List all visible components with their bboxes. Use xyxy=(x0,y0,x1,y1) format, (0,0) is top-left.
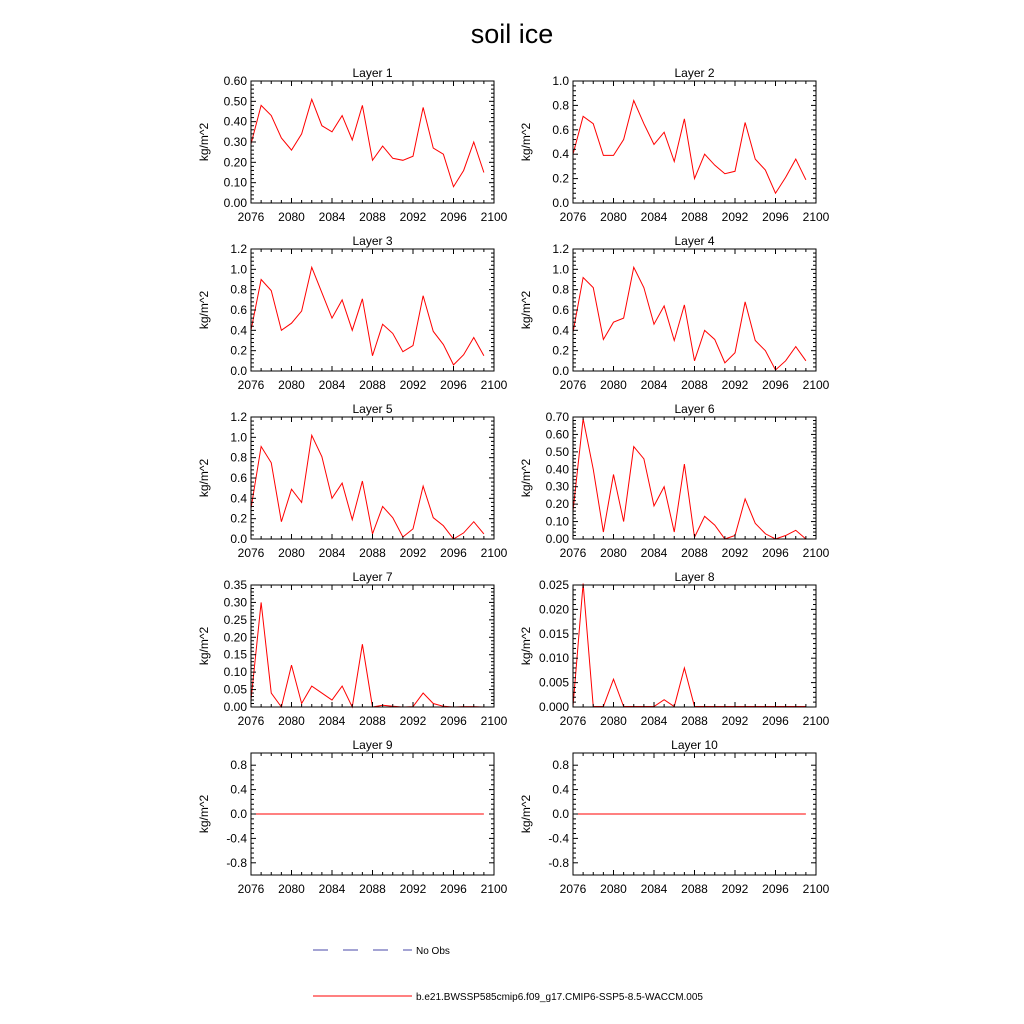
y-tick-label: 0.00 xyxy=(223,700,247,714)
y-tick-label: 0.30 xyxy=(545,479,569,494)
y-tick-label: 1.0 xyxy=(230,262,247,277)
y-axis-label: kg/m^2 xyxy=(197,794,211,834)
x-tick-label: 2076 xyxy=(237,546,265,560)
y-tick-label: -0.8 xyxy=(226,855,247,870)
panel-title: Layer 8 xyxy=(674,570,715,584)
y-tick-label: 0.0 xyxy=(552,364,569,378)
y-tick-label: 0.0 xyxy=(230,364,247,378)
plot-frame xyxy=(573,249,816,371)
y-tick-label: 0.30 xyxy=(223,135,247,149)
x-tick-label: 2092 xyxy=(721,210,749,224)
y-axis-label: kg/m^2 xyxy=(519,458,533,498)
x-tick-label: 2092 xyxy=(721,714,749,728)
x-tick-label: 2084 xyxy=(318,546,346,560)
y-tick-label: 0.15 xyxy=(223,647,247,662)
y-tick-label: 1.0 xyxy=(230,430,247,445)
y-tick-label: 0.4 xyxy=(552,147,569,162)
x-tick-label: 2100 xyxy=(480,882,508,896)
x-tick-label: 2100 xyxy=(802,714,830,728)
panel-title: Layer 1 xyxy=(352,66,393,80)
y-tick-label: 0.05 xyxy=(223,682,247,697)
y-tick-label: 0.10 xyxy=(223,665,247,680)
x-tick-label: 2096 xyxy=(762,546,789,560)
x-tick-label: 2092 xyxy=(399,378,427,392)
y-tick-label: 0.8 xyxy=(552,758,569,773)
series-line xyxy=(573,584,806,707)
y-tick-label: 0.00 xyxy=(545,532,569,546)
y-tick-label: 0.4 xyxy=(230,782,247,797)
y-axis-label: kg/m^2 xyxy=(197,122,211,162)
x-tick-label: 2096 xyxy=(762,882,789,896)
x-tick-label: 2088 xyxy=(681,714,708,728)
panel-title: Layer 4 xyxy=(674,234,715,248)
series-line xyxy=(573,101,806,194)
x-tick-label: 2080 xyxy=(278,378,305,392)
y-tick-label: 0.6 xyxy=(230,471,247,485)
y-tick-label: 0.2 xyxy=(230,343,247,358)
y-tick-label: -0.4 xyxy=(226,831,247,846)
x-tick-label: 2092 xyxy=(399,210,427,224)
x-tick-label: 2080 xyxy=(600,882,627,896)
x-tick-label: 2096 xyxy=(440,714,467,728)
y-tick-label: 0.0 xyxy=(230,532,247,546)
x-tick-label: 2096 xyxy=(440,882,467,896)
x-tick-label: 2084 xyxy=(318,882,346,896)
panel-6 xyxy=(519,402,830,560)
panel-4 xyxy=(519,234,830,392)
panel-grid xyxy=(197,66,830,896)
y-tick-label: 0.25 xyxy=(223,612,247,627)
y-tick-label: 0.70 xyxy=(545,410,569,424)
x-tick-label: 2100 xyxy=(802,882,830,896)
y-tick-label: 1.0 xyxy=(552,74,569,88)
y-tick-label: 0.6 xyxy=(552,303,569,317)
y-tick-label: 0.2 xyxy=(552,171,569,186)
panel-title: Layer 2 xyxy=(674,66,715,80)
x-tick-label: 2076 xyxy=(559,210,587,224)
y-tick-label: 0.005 xyxy=(538,675,569,690)
x-tick-label: 2096 xyxy=(440,210,467,224)
y-tick-label: 0.2 xyxy=(552,343,569,358)
y-tick-label: 0.8 xyxy=(230,758,247,773)
legend xyxy=(313,946,703,1003)
y-tick-label: 0.8 xyxy=(552,282,569,297)
y-tick-label: 0.6 xyxy=(552,122,569,137)
x-tick-label: 2076 xyxy=(559,378,587,392)
x-tick-label: 2080 xyxy=(600,210,627,224)
x-tick-label: 2076 xyxy=(237,378,265,392)
x-tick-label: 2084 xyxy=(318,714,346,728)
x-tick-label: 2092 xyxy=(721,378,749,392)
x-tick-label: 2076 xyxy=(559,882,587,896)
y-tick-label: 0.40 xyxy=(545,462,569,477)
y-tick-label: 0.35 xyxy=(223,578,247,592)
panel-5 xyxy=(197,402,508,560)
x-tick-label: 2100 xyxy=(480,714,508,728)
x-tick-label: 2076 xyxy=(559,714,587,728)
x-tick-label: 2100 xyxy=(480,378,508,392)
y-tick-label: 0.4 xyxy=(230,491,247,506)
panel-1 xyxy=(197,66,508,224)
x-tick-label: 2100 xyxy=(480,546,508,560)
y-tick-label: 0.0 xyxy=(552,196,569,210)
x-tick-label: 2092 xyxy=(721,546,749,560)
x-tick-label: 2084 xyxy=(640,378,668,392)
y-tick-label: 0.000 xyxy=(538,700,569,714)
y-tick-label: 0.025 xyxy=(538,578,569,592)
x-tick-label: 2076 xyxy=(237,714,265,728)
x-tick-label: 2100 xyxy=(802,378,830,392)
y-tick-label: 0.60 xyxy=(545,427,569,442)
x-tick-label: 2084 xyxy=(318,378,346,392)
panel-7 xyxy=(197,570,508,728)
plot-frame xyxy=(573,81,816,203)
x-tick-label: 2092 xyxy=(399,714,427,728)
x-tick-label: 2088 xyxy=(359,882,386,896)
x-tick-label: 2092 xyxy=(399,882,427,896)
plot-frame xyxy=(251,81,494,203)
x-tick-label: 2088 xyxy=(681,546,708,560)
series-line xyxy=(251,435,484,539)
y-axis-label: kg/m^2 xyxy=(519,290,533,330)
y-tick-label: 0.4 xyxy=(552,782,569,797)
y-tick-label: 0.20 xyxy=(223,155,247,170)
x-tick-label: 2096 xyxy=(762,714,789,728)
panel-2 xyxy=(519,66,830,224)
y-tick-label: 1.2 xyxy=(230,242,247,256)
x-tick-label: 2080 xyxy=(278,714,305,728)
x-tick-label: 2096 xyxy=(440,546,467,560)
x-tick-label: 2084 xyxy=(640,546,668,560)
x-tick-label: 2096 xyxy=(762,378,789,392)
series-line xyxy=(251,267,484,365)
y-tick-label: 0.0 xyxy=(230,807,247,821)
x-tick-label: 2096 xyxy=(440,378,467,392)
plot-frame xyxy=(573,417,816,539)
x-tick-label: 2080 xyxy=(278,882,305,896)
x-tick-label: 2084 xyxy=(318,210,346,224)
y-tick-label: 0.10 xyxy=(223,175,247,190)
figure-title: soil ice xyxy=(470,19,554,49)
x-tick-label: 2088 xyxy=(681,378,708,392)
y-tick-label: 0.020 xyxy=(538,602,569,617)
x-tick-label: 2076 xyxy=(237,882,265,896)
panel-10 xyxy=(519,738,830,896)
x-tick-label: 2096 xyxy=(762,210,789,224)
y-tick-label: 0.8 xyxy=(552,98,569,113)
x-tick-label: 2088 xyxy=(359,210,386,224)
series-line xyxy=(573,419,806,539)
x-tick-label: 2088 xyxy=(359,714,386,728)
y-axis-label: kg/m^2 xyxy=(197,290,211,330)
y-tick-label: 0.4 xyxy=(230,323,247,338)
y-tick-label: 0.2 xyxy=(230,511,247,526)
x-tick-label: 2100 xyxy=(802,546,830,560)
y-tick-label: 0.60 xyxy=(223,74,247,88)
legend-label: b.e21.BWSSP585cmip6.f09_g17.CMIP6-SSP5-8.5-WACCM.005 xyxy=(416,992,703,1003)
y-tick-label: -0.4 xyxy=(548,831,569,846)
x-tick-label: 2080 xyxy=(600,546,627,560)
y-tick-label: 1.2 xyxy=(230,410,247,424)
plot-frame xyxy=(251,585,494,707)
plot-frame xyxy=(251,417,494,539)
x-tick-label: 2088 xyxy=(681,882,708,896)
y-tick-label: 1.0 xyxy=(552,262,569,277)
plot-frame xyxy=(251,249,494,371)
panel-title: Layer 9 xyxy=(352,738,393,752)
y-tick-label: 0.20 xyxy=(223,630,247,645)
x-tick-label: 2092 xyxy=(399,546,427,560)
y-tick-label: 1.2 xyxy=(552,242,569,256)
series-line xyxy=(251,99,484,186)
y-tick-label: 0.015 xyxy=(538,626,569,641)
y-tick-label: 0.50 xyxy=(545,444,569,459)
x-tick-label: 2080 xyxy=(278,210,305,224)
y-tick-label: 0.30 xyxy=(223,595,247,610)
x-tick-label: 2092 xyxy=(721,882,749,896)
y-axis-label: kg/m^2 xyxy=(519,626,533,666)
x-tick-label: 2076 xyxy=(559,546,587,560)
y-tick-label: 0.10 xyxy=(545,514,569,529)
series-line xyxy=(573,267,806,370)
x-tick-label: 2088 xyxy=(359,378,386,392)
x-tick-label: 2084 xyxy=(640,210,668,224)
y-axis-label: kg/m^2 xyxy=(197,626,211,666)
panel-title: Layer 7 xyxy=(352,570,393,584)
y-tick-label: 0.4 xyxy=(552,323,569,338)
y-tick-label: 0.50 xyxy=(223,94,247,109)
x-tick-label: 2080 xyxy=(600,378,627,392)
panel-title: Layer 6 xyxy=(674,402,715,416)
x-tick-label: 2080 xyxy=(278,546,305,560)
y-tick-label: 0.6 xyxy=(230,303,247,317)
panel-9 xyxy=(197,738,508,896)
y-axis-label: kg/m^2 xyxy=(197,458,211,498)
x-tick-label: 2088 xyxy=(681,210,708,224)
y-tick-label: 0.8 xyxy=(230,450,247,465)
x-tick-label: 2084 xyxy=(640,714,668,728)
panel-8 xyxy=(519,570,830,728)
x-tick-label: 2088 xyxy=(359,546,386,560)
y-tick-label: 0.8 xyxy=(230,282,247,297)
y-tick-label: 0.00 xyxy=(223,196,247,210)
panel-title: Layer 3 xyxy=(352,234,393,248)
y-tick-label: 0.20 xyxy=(545,497,569,512)
panel-title: Layer 10 xyxy=(671,738,718,752)
panel-title: Layer 5 xyxy=(352,402,393,416)
x-tick-label: 2100 xyxy=(480,210,508,224)
y-axis-label: kg/m^2 xyxy=(519,122,533,162)
panel-3 xyxy=(197,234,508,392)
y-tick-label: -0.8 xyxy=(548,855,569,870)
x-tick-label: 2084 xyxy=(640,882,668,896)
y-tick-label: 0.0 xyxy=(552,807,569,821)
y-tick-label: 0.40 xyxy=(223,114,247,129)
series-line xyxy=(251,602,484,707)
x-tick-label: 2076 xyxy=(237,210,265,224)
y-tick-label: 0.010 xyxy=(538,651,569,666)
x-tick-label: 2100 xyxy=(802,210,830,224)
y-axis-label: kg/m^2 xyxy=(519,794,533,834)
legend-label: No Obs xyxy=(416,946,450,957)
x-tick-label: 2080 xyxy=(600,714,627,728)
